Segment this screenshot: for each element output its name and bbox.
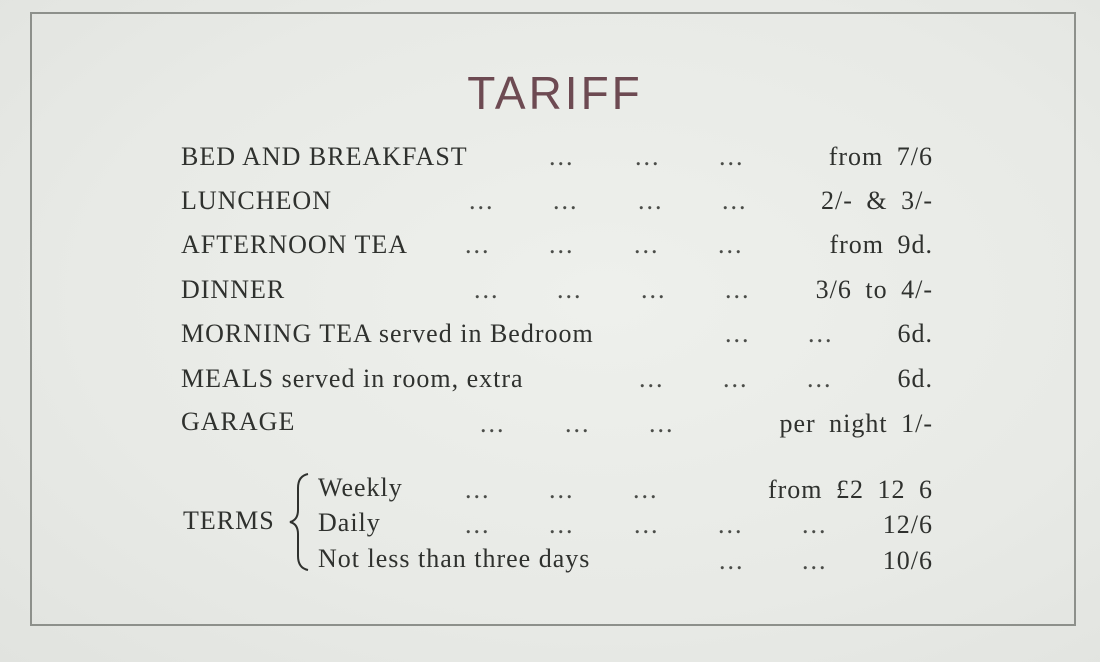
leader-dots: ... (807, 364, 833, 393)
item-label: AFTERNOON TEA (181, 230, 409, 259)
leader-dots: ... (553, 186, 579, 215)
item-label: DINNER (181, 275, 286, 304)
leader-dots: ... (633, 475, 659, 504)
leader-dots: ... (480, 409, 506, 438)
brace-icon (282, 470, 322, 574)
leader-dots: ... (802, 510, 828, 539)
item-price: from 9d. (829, 230, 933, 259)
terms-label: TERMS (183, 506, 275, 535)
leader-dots: ... (722, 186, 748, 215)
leader-dots: ... (725, 275, 751, 304)
terms-row-price: 10/6 (882, 546, 933, 575)
leader-dots: ... (719, 142, 745, 171)
leader-dots: ... (557, 275, 583, 304)
item-price: 3/6 to 4/- (815, 275, 933, 304)
item-price: 2/- & 3/- (821, 186, 933, 215)
item-label: MORNING TEA served in Bedroom (181, 319, 594, 348)
leader-dots: ... (639, 364, 665, 393)
terms-row-price: 12/6 (882, 510, 933, 539)
item-label: BED AND BREAKFAST (181, 142, 468, 171)
terms-row-price: from £2 12 6 (767, 475, 933, 504)
leader-dots: ... (641, 275, 667, 304)
leader-dots: ... (638, 186, 664, 215)
leader-dots: ... (469, 186, 495, 215)
leader-dots: ... (465, 510, 491, 539)
terms-row-label: Daily (318, 508, 381, 537)
leader-dots: ... (465, 230, 491, 259)
page-title: TARIFF (467, 67, 643, 119)
leader-dots: ... (718, 510, 744, 539)
leader-dots: ... (808, 319, 834, 348)
item-price: 6d. (897, 364, 933, 393)
leader-dots: ... (474, 275, 500, 304)
terms-row-label: Not less than three days (318, 544, 591, 573)
leader-dots: ... (549, 230, 575, 259)
leader-dots: ... (635, 142, 661, 171)
leader-dots: ... (725, 319, 751, 348)
item-label: GARAGE (181, 407, 296, 436)
leader-dots: ... (549, 510, 575, 539)
leader-dots: ... (723, 364, 749, 393)
terms-row-label: Weekly (318, 473, 403, 502)
leader-dots: ... (649, 409, 675, 438)
leader-dots: ... (549, 142, 575, 171)
leader-dots: ... (718, 230, 744, 259)
leader-dots: ... (565, 409, 591, 438)
item-price: per night 1/- (779, 409, 933, 438)
item-label: LUNCHEON (181, 186, 332, 215)
leader-dots: ... (719, 546, 745, 575)
leader-dots: ... (465, 475, 491, 504)
leader-dots: ... (634, 230, 660, 259)
leader-dots: ... (634, 510, 660, 539)
leader-dots: ... (802, 546, 828, 575)
item-price: 6d. (897, 319, 933, 348)
item-label: MEALS served in room, extra (181, 364, 524, 393)
item-price: from 7/6 (828, 142, 933, 171)
leader-dots: ... (549, 475, 575, 504)
